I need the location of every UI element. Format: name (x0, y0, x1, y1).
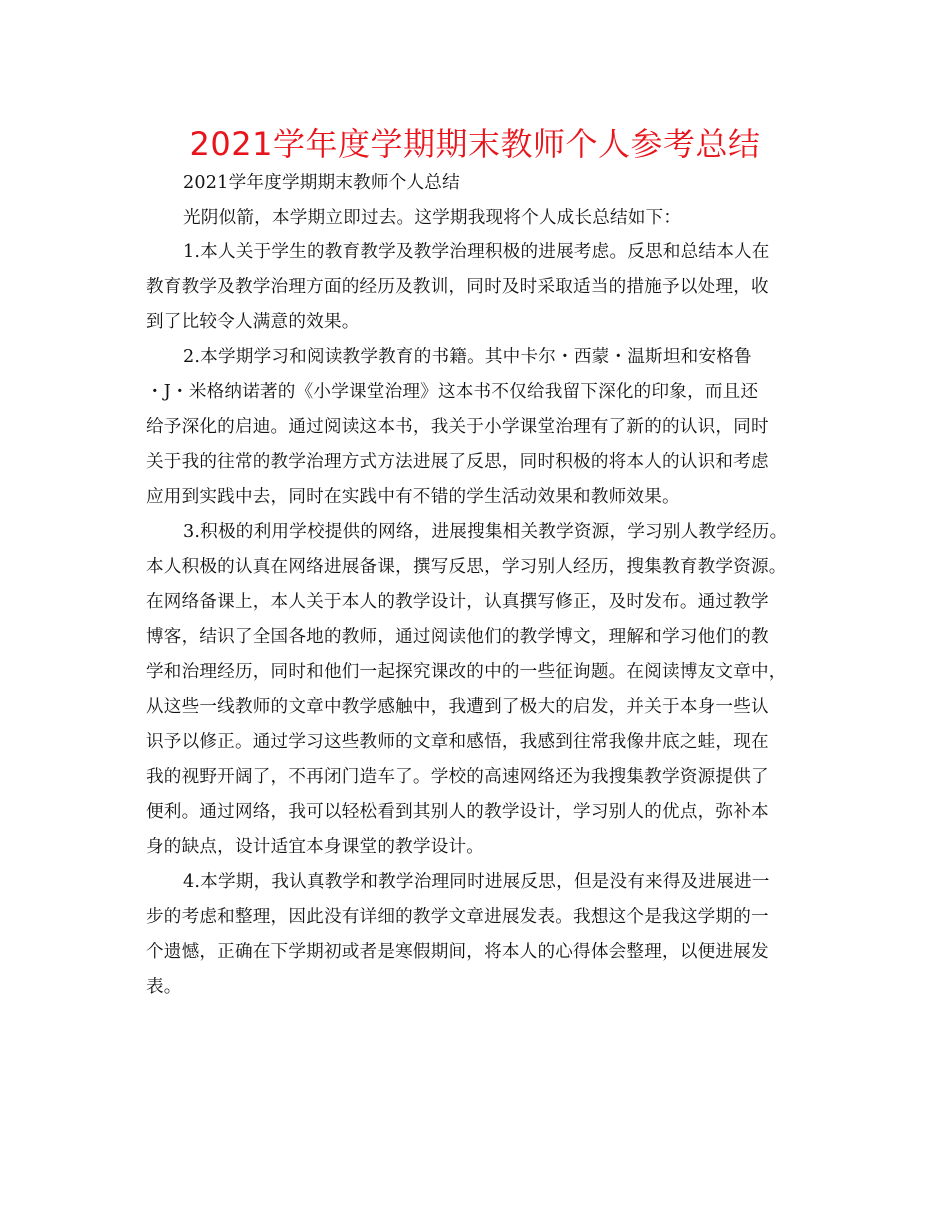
document-title: 2021学年度学期期末教师个人参考总结 (189, 125, 761, 163)
text-line: 教育教学及教学治理方面的经历及教训，同时及时采取适当的措施予以处理，收 (146, 277, 769, 297)
text-line: 在网络备课上，本人关于本人的教学设计，认真撰写修正，及时发布。通过教学 (146, 592, 769, 612)
text-line: 从这些一线教师的文章中教学感触中，我遭到了极大的启发，并关于本身一些认 (146, 697, 769, 717)
text-line: 光阴似箭，本学期立即过去。这学期我现将个人成长总结如下： (183, 208, 682, 228)
text-line: 身的缺点，设计适宜本身课堂的教学设计。 (146, 837, 485, 857)
text-line: 博客，结识了全国各地的教师，通过阅读他们的教学博文，理解和学习他们的教 (146, 627, 769, 647)
text-line: 步的考虑和整理，因此没有详细的教学文章进展发表。我想这个是我这学期的一 (146, 907, 769, 927)
text-line: 给予深化的启迪。通过阅读这本书，我关于小学课堂治理有了新的的认识，同时 (146, 417, 769, 437)
text-line: 2.本学期学习和阅读教学教育的书籍。其中卡尔・西蒙・温斯坦和安格鲁 (183, 347, 752, 367)
text-line: 识予以修正。通过学习这些教师的文章和感悟，我感到往常我像井底之蛙，现在 (146, 732, 769, 752)
text-line: 个遗憾，正确在下学期初或者是寒假期间，将本人的心得体会整理，以便进展发 (146, 942, 769, 962)
text-line: 应用到实践中去，同时在实践中有不错的学生活动效果和教师效果。 (146, 487, 680, 507)
text-line: 便利。通过网络，我可以轻松看到其别人的教学设计，学习别人的优点，弥补本 (146, 802, 769, 822)
text-line: 3.积极的利用学校提供的网络，进展搜集相关教学资源，学习别人教学经历。 (183, 522, 788, 542)
text-line: ・J・米格纳诺著的《小学课堂治理》这本书不仅给我留下深化的印象，而且还 (146, 382, 759, 402)
text-line: 我的视野开阔了，不再闭门造车了。学校的高速网络还为我搜集教学资源提供了 (146, 767, 769, 787)
text-line: 4.本学期，我认真教学和教学治理同时进展反思，但是没有来得及进展进一 (183, 872, 770, 892)
text-line: 1.本人关于学生的教育教学及教学治理积极的进展考虑。反思和总结本人在 (183, 242, 770, 262)
text-line: 本人积极的认真在网络进展备课，撰写反思，学习别人经历，搜集教育教学资源。 (146, 557, 787, 577)
subtitle-line: 2021学年度学期期末教师个人总结 (183, 173, 460, 193)
text-line: 到了比较令人满意的效果。 (146, 312, 360, 332)
text-line: 学和治理经历，同时和他们一起探究课改的中的一些征询题。在阅读博友文章中， (146, 662, 787, 682)
text-line: 表。 (146, 977, 182, 997)
text-line: 关于我的往常的教学治理方式方法进展了反思，同时积极的将本人的认识和考虑 (146, 452, 769, 472)
